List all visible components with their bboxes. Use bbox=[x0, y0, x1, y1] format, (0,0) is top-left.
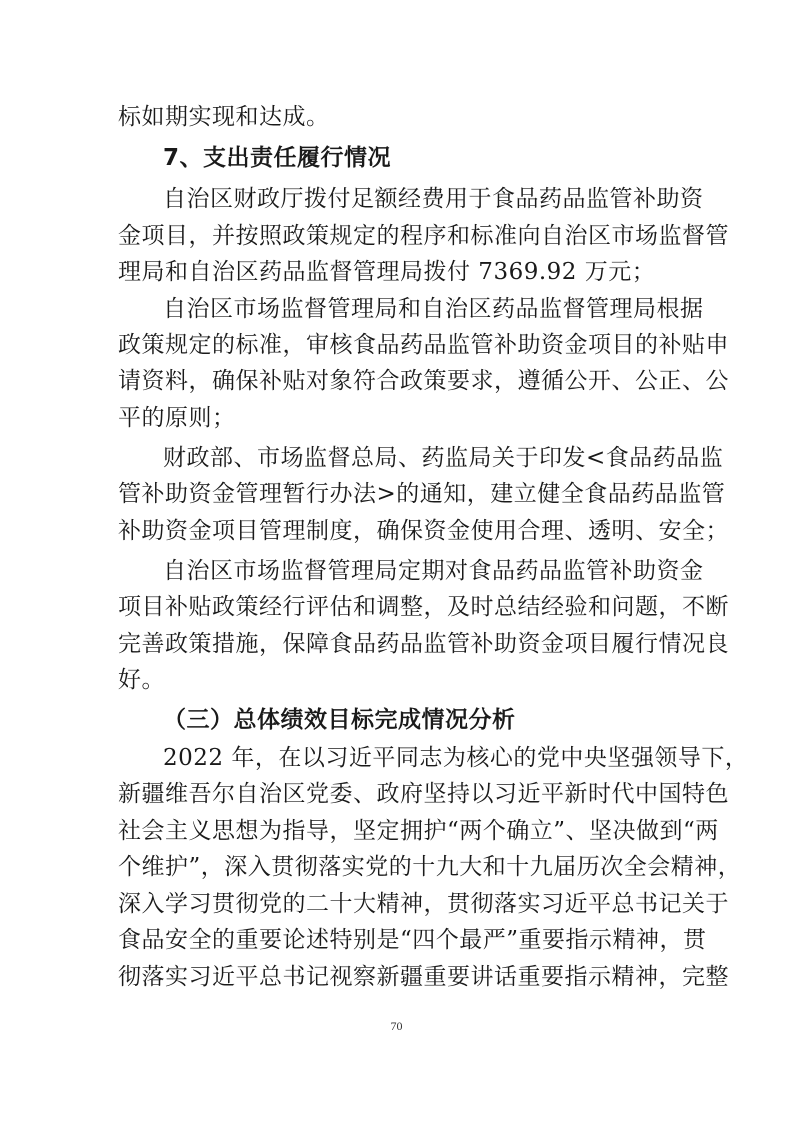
text-line: 自治区市场监督管理局定期对食品药品监管补助资金 bbox=[163, 558, 704, 584]
text-line: 政策规定的标准，审核食品药品监管补助资金项目的补贴申 bbox=[118, 332, 729, 358]
text-line: 项目补贴政策经行评估和调整，及时总结经验和问题，不断 bbox=[118, 594, 729, 620]
text-line: 金项目，并按照政策规定的程序和标准向自治区市场监督管 bbox=[118, 223, 729, 249]
text-line: 新疆维吾尔自治区党委、政府坚持以习近平新时代中国特色 bbox=[118, 781, 729, 807]
text-line: 2022 年，在以习近平同志为核心的党中央坚强领导下， bbox=[163, 745, 749, 771]
text-line: 自治区财政厅拨付足额经费用于食品药品监管补助资 bbox=[163, 186, 704, 212]
text-line: 补助资金项目管理制度，确保资金使用合理、透明、安全； bbox=[118, 518, 729, 544]
section-heading: 7、支出责任履行情况 bbox=[163, 145, 392, 171]
text-line: 标如期实现和达成。 bbox=[118, 104, 330, 130]
text-line: 理局和自治区药品监督管理局拨付 7369.92 万元； bbox=[118, 259, 656, 285]
page-number: 70 bbox=[390, 1019, 403, 1033]
text-line: 管补助资金管理暂行办法>的通知，建立健全食品药品监管 bbox=[118, 481, 726, 507]
text-line: 深入学习贯彻党的二十大精神，贯彻落实习近平总书记关于 bbox=[118, 891, 729, 917]
text-line: 好。 bbox=[118, 667, 165, 693]
text-line: 社会主义思想为指导，坚定拥护“两个确立”、坚决做到“两 bbox=[118, 818, 719, 844]
text-line: 自治区市场监督管理局和自治区药品监督管理局根据 bbox=[163, 296, 704, 322]
text-line: 食品安全的重要论述特别是“四个最严”重要指示精神，贯 bbox=[118, 927, 707, 953]
text-line: 平的原则； bbox=[118, 405, 236, 431]
text-line: 彻落实习近平总书记视察新疆重要讲话重要指示精神，完整 bbox=[118, 964, 729, 990]
text-line: 完善政策措施，保障食品药品监管补助资金项目履行情况良 bbox=[118, 631, 729, 657]
text-line: 个维护”，深入贯彻落实党的十九大和十九届历次全会精神， bbox=[118, 854, 742, 880]
text-line: 请资料，确保补贴对象符合政策要求，遵循公开、公正、公 bbox=[118, 368, 729, 394]
section-heading: （三）总体绩效目标完成情况分析 bbox=[163, 707, 516, 733]
text-line: 财政部、市场监督总局、药监局关于印发<食品药品监 bbox=[163, 445, 724, 471]
